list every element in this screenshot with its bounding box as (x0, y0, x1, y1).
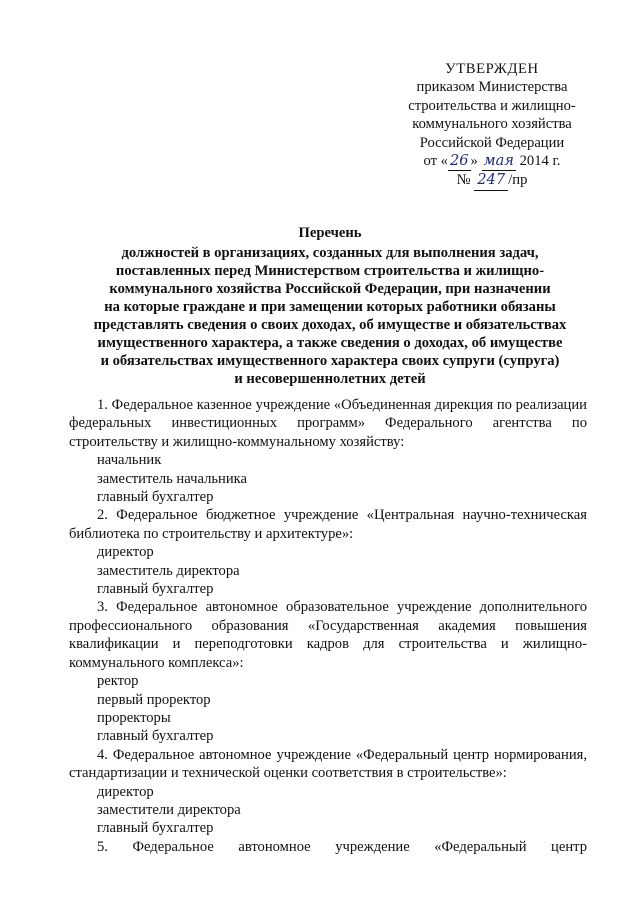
position-item: главный бухгалтер (97, 581, 214, 598)
position-item: ректор (97, 673, 139, 690)
date-day-handwritten: 26 (448, 152, 471, 171)
position-item: заместитель начальника (97, 470, 247, 487)
title-line: на которые граждане и при замещении которых работники обязаны (104, 299, 556, 315)
title-line: коммунального хозяйства Российской Федерации, при назначении (109, 281, 551, 297)
item-paragraph: 5. Федеральное автономное учреждение «Федеральный центр (97, 838, 587, 855)
approval-stamp (392, 60, 592, 191)
approval-line: строительства и жилищно- (408, 97, 576, 114)
item-paragraph: 1. Федеральное казенное учреждение «Объединенная дирекция по реализации федеральных инвестиционных программ» Федерального агентства по строительству и жилищно-коммунальному хозяйству: (69, 397, 587, 450)
position-item: заместители директора (97, 801, 241, 818)
document-title (70, 224, 590, 388)
item-paragraph: 2. Федеральное бюджетное учреждение «Центральная научно-техническая библиотека по строительству и архитектуре»: (69, 507, 587, 542)
position-item: директор (97, 544, 154, 561)
position-item: главный бухгалтер (97, 728, 214, 745)
approval-heading: УТВЕРЖДЕН (445, 61, 539, 77)
position-item: начальник (97, 452, 162, 469)
title-line: представлять сведения о своих доходах, об имуществе и обязательствах (93, 317, 567, 333)
position-item: заместитель директора (97, 562, 240, 579)
title-line: имущественного характера, а также сведения о доходах, об имуществе (97, 335, 563, 351)
item-paragraph: 4. Федеральное автономное учреждение «Федеральный центр нормирования, стандартизации и технической оценки соответствия в строительстве»: (69, 746, 587, 782)
approval-line: коммунального хозяйства (412, 116, 572, 133)
date-mid: » (470, 153, 478, 170)
position-item: директор (97, 783, 154, 800)
approval-date (392, 152, 592, 171)
position-item: проректоры (97, 709, 171, 726)
position-item: первый проректор (97, 691, 211, 708)
date-month-handwritten: мая (482, 152, 516, 171)
approval-number (392, 171, 592, 190)
approval-line: приказом Министерства (416, 79, 568, 96)
number-suffix: /пр (508, 172, 528, 189)
item-paragraph: 3. Федеральное автономное образовательное учреждение дополнительного профессионального образования «Государственная академия повышения квалификации и переподготовки кадров для строительства и жилищно-коммунального комплекса»: (69, 599, 587, 671)
position-item: главный бухгалтер (97, 820, 214, 837)
date-year: 2014 г. (519, 153, 561, 170)
date-prefix: от « (423, 153, 448, 170)
approval-line: Российской Федерации (419, 134, 565, 151)
number-handwritten: 247 (474, 171, 508, 190)
title-heading: Перечень (298, 225, 362, 241)
title-line: должностей в организациях, созданных для выполнения задач, (121, 245, 539, 261)
position-item: главный бухгалтер (97, 489, 214, 506)
document-body (69, 396, 587, 856)
title-line: и несовершеннолетних детей (234, 371, 426, 387)
title-line: поставленных перед Министерством строительства и жилищно- (115, 263, 545, 279)
number-prefix: № (456, 172, 471, 189)
title-line: и обязательствах имущественного характера своих супруги (супруга) (100, 353, 560, 369)
